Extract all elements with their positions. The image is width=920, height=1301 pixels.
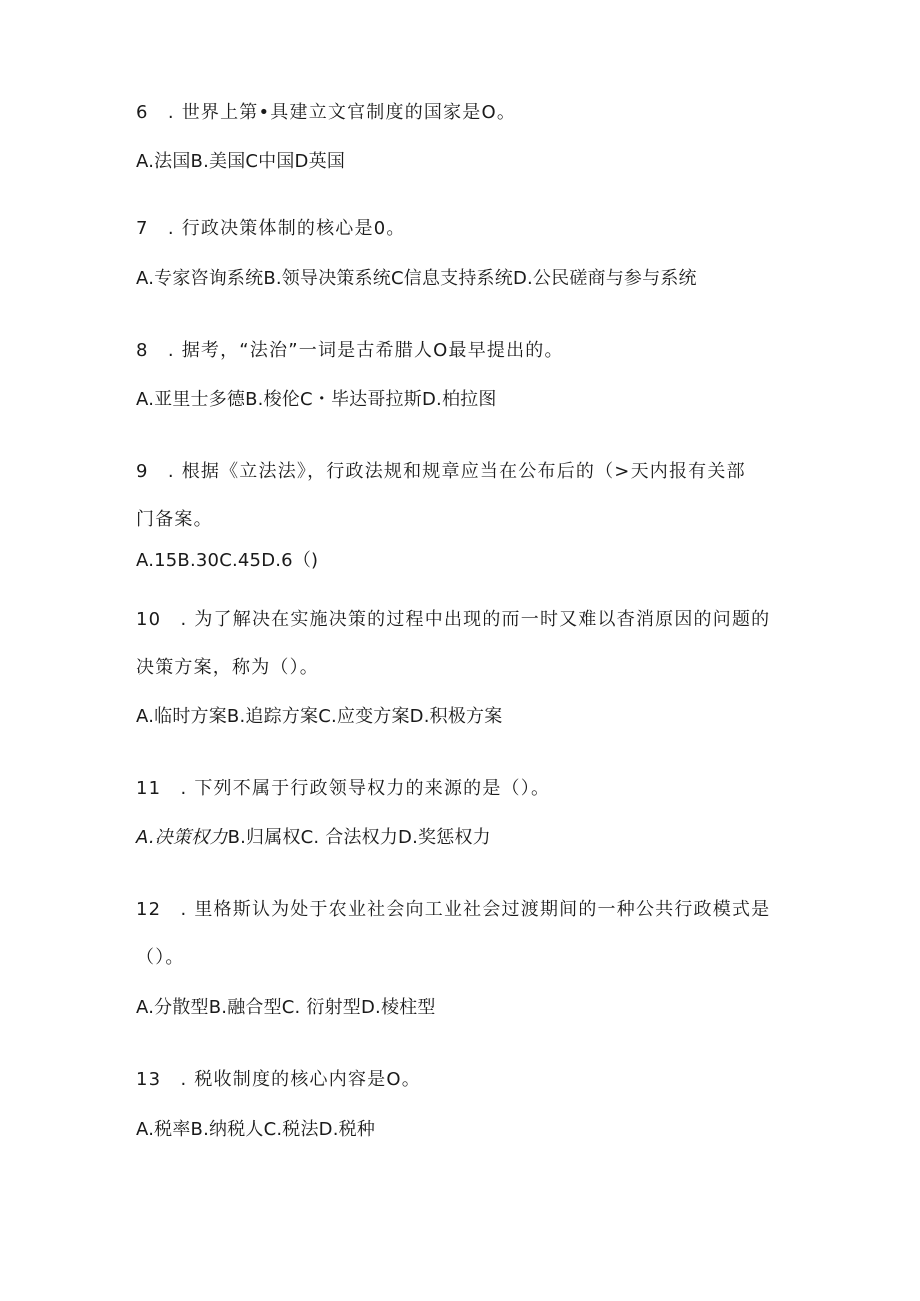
question-8-options: A.亚里士多德B.梭伦C・毕达哥拉斯D.柏拉图 bbox=[136, 389, 497, 410]
question-11-options-rest: B.归属权C. 合法权力D.奖惩权力 bbox=[227, 827, 491, 848]
question-9-stem-line-2: 门备案。 bbox=[136, 509, 213, 530]
question-10-stem-line-2: 决策方案，称为（）。 bbox=[136, 657, 319, 678]
question-6-stem: 6 . 世界上第•具建立文官制度的国家是O。 bbox=[136, 102, 517, 123]
question-8-stem: 8 . 据考，“法治”一词是古希腊人O最早提出的。 bbox=[136, 340, 564, 361]
question-11-stem: 11 . 下列不属于行政领导权力的来源的是（）。 bbox=[136, 778, 551, 799]
question-9-stem-line-1: 9 . 根据《立法法》，行政法规和规章应当在公布后的（>天内报有关部 bbox=[136, 461, 746, 482]
question-6-options: A.法国B.美国C中国D英国 bbox=[136, 151, 346, 172]
question-7-options: A.专家咨询系统B.领导决策系统C信息支持系统D.公民磋商与参与系统 bbox=[136, 268, 697, 289]
question-12-options: A.分散型B.融合型C. 衍射型D.棱柱型 bbox=[136, 997, 436, 1018]
question-12-stem-line-1: 12 . 里格斯认为处于农业社会向工业社会过渡期间的一种公共行政模式是 bbox=[136, 899, 771, 920]
question-7-stem: 7 . 行政决策体制的核心是0。 bbox=[136, 218, 406, 239]
question-13-options: A.税率B.纳税人C.税法D.税种 bbox=[136, 1119, 376, 1140]
question-12-stem-line-2: （）。 bbox=[136, 947, 185, 968]
question-11-options bbox=[136, 826, 491, 850]
question-10-options: A.临时方案B.追踪方案C.应变方案D.积极方案 bbox=[136, 706, 503, 727]
question-11-option-a: A.决策权力 bbox=[136, 827, 228, 848]
question-13-stem: 13 . 税收制度的核心内容是O。 bbox=[136, 1069, 421, 1090]
question-10-stem-line-1: 10 . 为了解决在实施决策的过程中出现的而一时又难以杳消原因的问题的 bbox=[136, 609, 771, 630]
question-9-options: A.15B.30C.45D.6（) bbox=[136, 550, 319, 571]
